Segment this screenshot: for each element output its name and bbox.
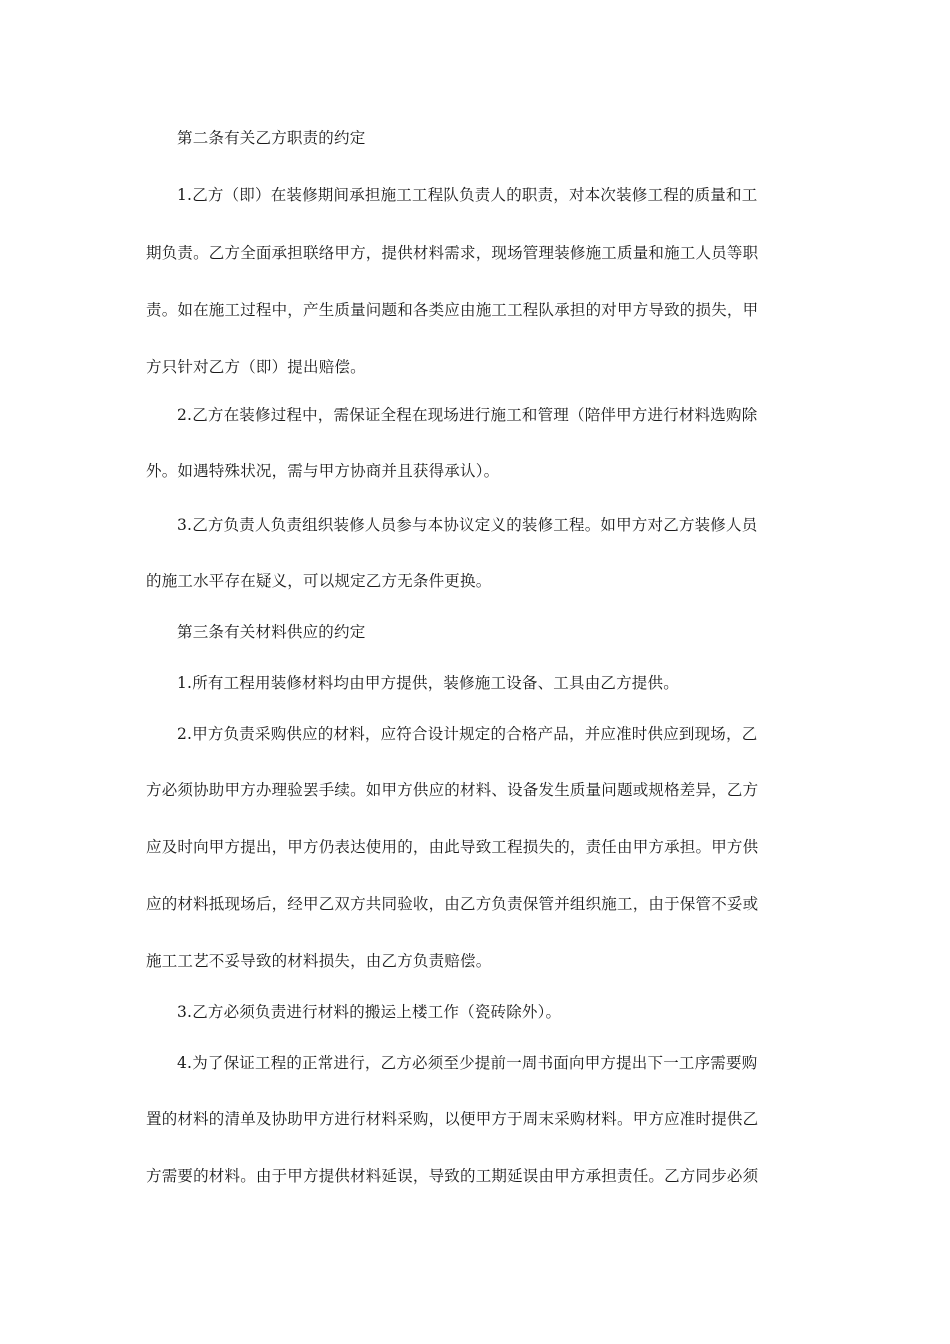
paragraph-line: 的施工水平存在疑义，可以规定乙方无条件更换。	[146, 572, 492, 590]
paragraph-line: 方只针对乙方（即）提出赔偿。	[146, 358, 366, 376]
paragraph-line: 1.乙方（即）在装修期间承担施工工程队负责人的职责，对本次装修工程的质量和工	[177, 186, 758, 204]
paragraph-line: 1.所有工程用装修材料均由甲方提供，装修施工设备、工具由乙方提供。	[177, 674, 679, 692]
paragraph-line: 3.乙方负责人负责组织装修人员参与本协议定义的装修工程。如甲方对乙方装修人员	[177, 516, 758, 534]
article-3-heading: 第三条有关材料供应的约定	[177, 623, 366, 641]
paragraph-line: 应的材料抵现场后，经甲乙双方共同验收，由乙方负责保管并组织施工，由于保管不妥或	[146, 895, 759, 913]
paragraph-line: 方需要的材料。由于甲方提供材料延误，导致的工期延误由甲方承担责任。乙方同步必须	[146, 1167, 759, 1185]
paragraph-line: 3.乙方必须负责进行材料的搬运上楼工作（瓷砖除外）。	[177, 1003, 562, 1021]
paragraph-line: 责。如在施工过程中，产生质量问题和各类应由施工工程队承担的对甲方导致的损失，甲	[146, 301, 759, 319]
paragraph-line: 施工工艺不妥导致的材料损失，由乙方负责赔偿。	[146, 952, 492, 970]
paragraph-line: 期负责。乙方全面承担联络甲方，提供材料需求，现场管理装修施工质量和施工人员等职	[146, 244, 759, 262]
paragraph-line: 置的材料的清单及协助甲方进行材料采购，以便甲方于周末采购材料。甲方应准时提供乙	[146, 1110, 759, 1128]
paragraph-line: 2.乙方在装修过程中，需保证全程在现场进行施工和管理（陪伴甲方进行材料选购除	[177, 406, 758, 424]
article-2-heading: 第二条有关乙方职责的约定	[177, 129, 366, 147]
paragraph-line: 应及时向甲方提出，甲方仍表达使用的，由此导致工程损失的，责任由甲方承担。甲方供	[146, 838, 759, 856]
paragraph-line: 2.甲方负责采购供应的材料，应符合设计规定的合格产品，并应准时供应到现场，乙	[177, 725, 758, 743]
paragraph-line: 外。如遇特殊状况，需与甲方协商并且获得承认）。	[146, 462, 500, 480]
paragraph-line: 方必须协助甲方办理验罢手续。如甲方供应的材料、设备发生质量问题或规格差异，乙方	[146, 781, 759, 799]
paragraph-line: 4.为了保证工程的正常进行，乙方必须至少提前一周书面向甲方提出下一工序需要购	[177, 1054, 758, 1072]
